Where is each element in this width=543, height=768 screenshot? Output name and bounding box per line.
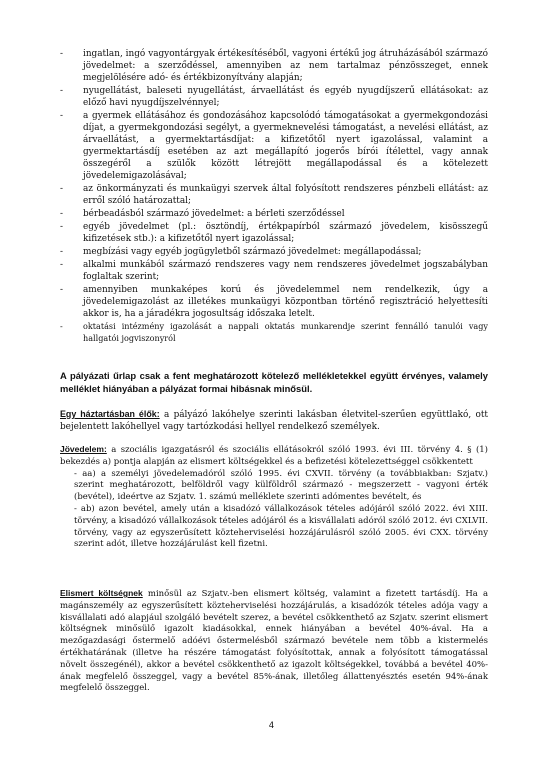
list-item: - bérbeadásból származó jövedelmet: a bérleti szerződéssel (60, 209, 345, 219)
dash-bullet: - (60, 86, 63, 96)
list-item: - az önkormányzati és munkaügyi szervek által folyósított rendszeres pénzbeli ellátást: az erről szóló határozattal; (60, 184, 488, 206)
list-item: - amennyiben munkaképes korú és jövedelemmel nem rendelkezik, úgy a jövedelemigazolást az illetékes munkaügyi központban történő regisztráció helyettesíti akkor is, ha a járadékra jogosultság időszaka letelt. (60, 285, 488, 319)
dash-bullet: - (60, 111, 63, 121)
list-item: - alkalmi munkából származó rendszeres vagy nem rendszeres jövedelmet jogszabályban foglaltak szerint; (60, 260, 488, 282)
income-point-ab: - ab) azon bevétel, amely után a kisadózó vállalkozások tételes adójáról szóló 2022. évi XIII. törvény, a kisadózó vállalkozások tételes adójáról és a kisvállalati adóról szóló 2012. évi CXLVII. törvény, vagy az egyszerűsített közteherviselési hozzájárulásról szóló 2005. évi CXX. törvény szerint adót, illetve hozzájárulást kell fizetni. (74, 503, 488, 550)
dash-bullet: - (60, 260, 63, 270)
income-definition: Jövedelem: a szociális igazgatásról és szociális ellátásokról szóló 1993. évi III. törvény 4. § (1) bekezdés a) pontja alapján az elismert költségekkel és a befizetési kötelezettséggel csökkentett - aa) a személyi jövedelemadóról szóló 1995. évi CXVII. törvény (a továbbiakban: Szjatv.) szerint meghatározott, belföldről vagy külföldről származó - megszerzett - vagyoni érték (bevétel), ideértve az Szjatv. 1. számú melléklete szerinti adómentes bevételt, és - ab) azon bevétel, amely után a kisadózó vállalkozások tételes adójáról szóló 2022. évi XIII. törvény, a kisadózó vállalkozások tételes adójáról és a kisvállalati adóról szóló 2012. évi CXLVII. törvény, vagy az egyszerűsített közteherviselési hozzájárulásról szóló 2005. évi CXX. törvény szerint adót, illetve hozzájárulást kell fizetni. (60, 444, 488, 550)
list-item: - oktatási intézmény igazolását a nappali oktatás munkarendje szerint fennálló tanulói vagy hallgatói jogviszonyról (60, 321, 488, 343)
household-term: Egy háztartásban élők: (60, 409, 160, 419)
list-item: - egyéb jövedelmet (pl.: ösztöndíj, értékpapírból származó jövedelem, kisösszegű kifizetések stb.): a kifizetőtől nyert igazolással; (60, 222, 488, 244)
mandatory-attachments-notice: A pályázati űrlap csak a fent meghatározott kötelező mellékletekkel együtt érvényes, valamely melléklet hiányában a pályázat formai hibásnak minősül. (60, 370, 488, 394)
list-item: - megbízási vagy egyéb jogügyletből származó jövedelmet: megállapodással; (60, 247, 422, 257)
income-point-aa: - aa) a személyi jövedelemadóról szóló 1995. évi CXVII. törvény (a továbbiakban: Szjatv.) szerint meghatározott, belföldről vagy külföldről származó - megszerzett - vagyoni érték (bevétel), ideértve az Szjatv. 1. számú melléklete szerinti adómentes bevételt, és (74, 468, 488, 503)
attachment-list (60, 48, 488, 345)
dash-bullet: - (60, 49, 63, 59)
costs-definition: Elismert költségnek minősül az Szjatv.-ben elismert költség, valamint a fizetett tartásdíj. Ha a magánszemély az egyszerűsített közteherviselési hozzájárulás, a kisadózók tételes adója vagy a kisvállalati adó alapjául szolgáló bevételt szerez, a bevétel csökkenthető az Szjatv. szerint elismert költségnek minősülő igazolt kiadásokkal, ennek hiányában a bevétel 40%-ával. Ha a mezőgazdasági őstermelő adóévi őstermelésből származó bevétele nem több a kistermelés értékhatárának (illetve ha részére támogatást folyósítottak, annak a folyósított támogatással növelt összegénél), akkor a bevétel csökkenthető az igazolt költségekkel, továbbá a bevétel 40%-ának megfelelő összeggel, vagy a bevétel 85%-ának, illetőleg állattenyésztés esetén 94%-ának megfelelő összeggel. (60, 588, 489, 694)
list-item: - ingatlan, ingó vagyontárgyak értékesítéséből, vagyoni értékű jog átruházásából származó jövedelmet: a szerződéssel, amennyiben az nem tartalmaz pénzösszeget, ennek megjelölésére adó- és értékbizonyítvány alapján; (60, 49, 488, 83)
dash-bullet: - (60, 321, 63, 331)
dash-bullet: - (60, 209, 63, 219)
dash-bullet: - (60, 247, 63, 257)
dash-bullet: - (60, 184, 63, 194)
household-definition: Egy háztartásban élők: a pályázó lakóhelye szerinti lakásban életvitel-szerűen együttlakó, ott bejelentett lakóhellyel vagy tartózkodási hellyel rendelkező személyek. (60, 409, 488, 432)
costs-term: Elismert költségnek (60, 588, 143, 598)
list-item: - nyugellátást, baleseti nyugellátást, árvaellátást és egyéb nyugdíjszerű ellátásokat: az előző havi nyugdíjszelvénnyel; (60, 86, 488, 108)
page-number: 4 (268, 721, 275, 731)
income-term: Jövedelem: (60, 444, 107, 454)
list-item: - a gyermek ellátásához és gondozásához kapcsolódó támogatásokat a gyermekgondozási díjat, a gyermekgondozási segélyt, a gyermeknevelési támogatást, a nevelési ellátást, az árvaellátást, a gyermektartásdíjat: a kifizetőtől nyert igazolással, valamint a gyermektartásdíj esetében az azt megállapító jogerős bírói ítélettel, vagy annak összegéről a szülők között létrejött megállapodással és a kötelezett jövedelemigazolásával; (60, 111, 488, 181)
dash-bullet: - (60, 222, 63, 232)
dash-bullet: - (60, 285, 63, 295)
